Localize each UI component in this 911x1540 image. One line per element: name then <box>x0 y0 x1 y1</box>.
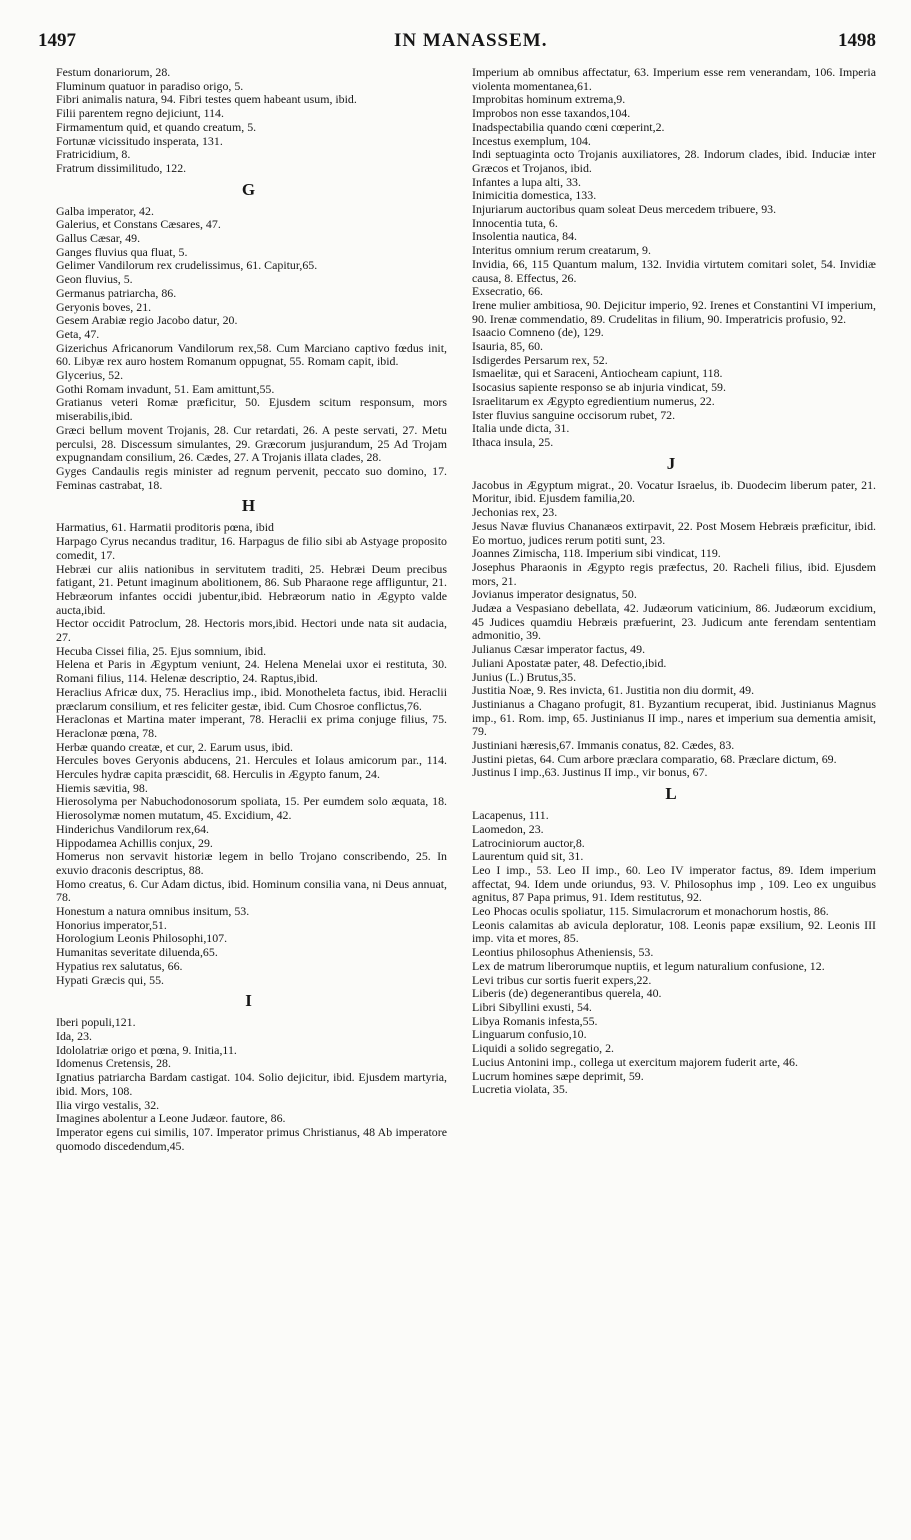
index-entry: Inimicitia domestica, 133. <box>472 188 597 203</box>
index-entry: Gratianus veteri Romæ præficitur, 50. Ejusdem scitum responsum, mors miserabilis,ibid. <box>56 395 447 424</box>
index-entry: Fratricidium, 8. <box>56 147 131 162</box>
index-entry: Julianus Cæsar imperator factus, 49. <box>472 642 646 657</box>
index-entry: Hector occidit Patroclum, 28. Hectoris mors,ibid. Hectori unde nata sit audacia, 27. <box>56 616 447 645</box>
index-entry: Exsecratio, 66. <box>472 284 543 299</box>
index-entry: Firmamentum quid, et quando creatum, 5. <box>56 119 257 134</box>
index-entry: Harmatius, 61. Harmatii proditoris pœna, ibid <box>56 520 274 535</box>
index-entry: Irene mulier ambitiosa, 90. Dejicitur imperio, 92. Irenes et Constantini VI imperium, 90. Irenæ commendatio, 89. Crudelitas in filium, 90. Imperatricis profusio, 92. <box>472 297 876 326</box>
index-entry: Justinus I imp.,63. Justinus II imp., vir bonus, 67. <box>472 765 708 780</box>
index-entry: Græci bellum movent Trojanis, 28. Cur retardati, 26. A peste servati, 27. Metu perculsi, 28. Discessum simulantes, 29. Græcorum jusjurandum, 25 Ad Trojam expugnandam consilium, 26. Cædes, 27. A Trojanis illata clades, 28. <box>56 422 447 465</box>
index-entry: Hypatius rex salutatus, 66. <box>56 958 183 973</box>
index-entry: Hippodamea Achillis conjux, 29. <box>56 835 213 850</box>
left-column <box>50 66 447 1153</box>
index-entry: Innocentia tuta, 6. <box>472 215 558 230</box>
index-entry: Imperium ab omnibus affectatur, 63. Imperium esse rem venerandam, 106. Imperia violenta momentanea,61. <box>472 65 876 93</box>
index-entry: Laomedon, 23. <box>472 821 544 836</box>
index-entry: Ister fluvius sanguine occisorum rubet, 72. <box>472 407 676 422</box>
index-entry: Geryonis boves, 21. <box>56 299 152 314</box>
index-entry: Herbæ quando creatæ, et cur, 2. Earum usus, ibid. <box>56 739 293 754</box>
index-group-l <box>466 809 876 1097</box>
index-entry: Geon fluvius, 5. <box>56 272 133 287</box>
page-header <box>38 30 876 56</box>
index-entry: Hebræi cur aliis nationibus in servitutem traditi, 25. Hebræi Deum precibus fatigant, 21. Petunt imaginum abolitionem, 86. Sub Pharaone rege affliguntur, 21. Hebræorum infantes occidi jubentur,ibid. Hebræorum natio in Ægypto valde aucta,ibid. <box>56 561 447 617</box>
index-entry: Isdigerdes Persarum rex, 52. <box>472 352 608 367</box>
section-heading-l: L <box>665 784 677 804</box>
index-entry: Jechonias rex, 23. <box>472 505 558 520</box>
index-entry: Idomenus Cretensis, 28. <box>56 1056 171 1071</box>
index-entry: Galba imperator, 42. <box>56 203 154 218</box>
index-entry: Fratrum dissimilitudo, 122. <box>56 160 187 175</box>
page-number-left: 1497 <box>38 30 76 51</box>
index-entry: Liberis (de) degenerantibus querela, 40. <box>472 986 662 1001</box>
index-entry: Germanus patriarcha, 86. <box>56 285 177 300</box>
index-entry: Levi tribus cur sortis fuerit expers,22. <box>472 972 652 987</box>
index-entry: Ignatius patriarcha Bardam castigat. 104. Solio dejicitur, ibid. Ejusdem martyria, ibid. Mors, 108. <box>56 1070 447 1098</box>
index-entry: Invidia, 66, 115 Quantum malum, 132. Invidia virtutem comitari solet, 54. Invidiæ causa, 8. Effectus, 26. <box>472 256 876 285</box>
section-heading-g: G <box>241 179 256 199</box>
index-entry: Leontius philosophus Atheniensis, 53. <box>472 945 654 960</box>
index-entry: Glycerius, 52. <box>56 368 124 383</box>
index-group-h <box>50 521 447 987</box>
index-entry: Gothi Romam invadunt, 51. Eam amittunt,55. <box>56 381 275 396</box>
index-entry: Galerius, et Constans Cæsares, 47. <box>56 217 221 232</box>
index-entry: Lucius Antonini imp., collega ut exercitum majorem fuderit arte, 46. <box>472 1054 798 1069</box>
index-entry: Junius (L.) Brutus,35. <box>472 669 577 684</box>
index-entry: Libya Romanis infesta,55. <box>472 1013 598 1028</box>
index-entry: Gyges Candaulis regis minister ad regnum pervenit, peccato suo domino, 17. Feminas castrabat, 18. <box>56 463 447 492</box>
index-entry: Hypati Græcis qui, 55. <box>56 972 164 987</box>
section-heading-h: H <box>241 496 256 516</box>
index-entry: Fibri animalis natura, 94. Fibri testes quem habeant usum, ibid. <box>56 92 357 107</box>
section-heading-j: J <box>666 453 676 473</box>
index-entry: Juliani Apostatæ pater, 48. Defectio,ibid. <box>472 655 667 670</box>
index-entry: Geta, 47. <box>56 326 100 341</box>
index-entry: Latrociniorum auctor,8. <box>472 835 585 850</box>
index-entry: Libri Sibyllini exusti, 54. <box>472 1000 592 1014</box>
index-entry: Fluminum quatuor in paradiso origo, 5. <box>56 78 244 93</box>
index-entry: Injuriarum auctoribus quam soleat Deus mercedem tribuere, 93. <box>472 202 777 217</box>
index-entry: Justitia Noæ, 9. Res invicta, 61. Justitia non diu dormit, 49. <box>472 683 755 698</box>
index-entry: Jesus Navæ fluvius Chananæos extirpavit, 22. Post Mosem Hebræis præficitur, ibid. Eo mortuo, judices rerum potiti sunt, 23. <box>472 518 876 547</box>
right-column <box>466 66 876 1097</box>
section-heading-i: I <box>245 991 252 1011</box>
index-entry: Lacapenus, 111. <box>472 808 549 823</box>
index-entry: Imperator egens cui similis, 107. Imperator primus Christianus, 48 Ab imperatore quomodo discedendum,45. <box>56 1124 447 1153</box>
index-entry: Lucrum homines sæpe deprimit, 59. <box>472 1068 644 1083</box>
index-entry: Hinderichus Vandilorum rex,64. <box>56 821 210 836</box>
index-entry: Gesem Arabiæ regio Jacobo datur, 20. <box>56 313 238 328</box>
index-entry: Improbos non esse taxandos,104. <box>472 106 631 121</box>
index-entry: Josephus Pharaonis in Ægypto regis præfectus, 20. Racheli filius, ibid. Ejusdem mors, 21. <box>472 559 876 588</box>
index-entry: Ithaca insula, 25. <box>472 434 554 449</box>
index-entry: Ilia virgo vestalis, 32. <box>56 1097 160 1112</box>
index-entry: Horologium Leonis Philosophi,107. <box>56 931 228 946</box>
index-entry: Iberi populi,121. <box>56 1015 136 1030</box>
index-entry: Linguarum confusio,10. <box>472 1027 587 1042</box>
index-entry: Helena et Paris in Ægyptum veniunt, 24. Helena Menelai uxor ei restituta, 30. Romani filius, 114. Helenæ descriptio, 24. Raptus,ibid. <box>56 657 447 686</box>
index-entry: Inadspectabilia quando cœni cœperint,2. <box>472 119 665 134</box>
index-entry: Hierosolyma per Nabuchodonosorum spoliata, 15. Per eumdem solo æquata, 18. Hierosolymæ nomen mutatum, 45. Excidium, 42. <box>56 794 447 823</box>
index-entry: Festum donariorum, 28. <box>56 65 171 79</box>
index-entry: Leo I imp., 53. Leo II imp., 60. Leo IV imperator factus, 89. Idem imperium affectat, 94. Idem unde oriundus, 93. V. Philosophus imp , 109. Leo ex unguibus agnitus, 87 Papa primus, 91. Idem restitutus, 92. <box>472 862 876 905</box>
index-entry: Heraclonas et Martina mater imperant, 78. Heraclii ex prima conjuge filius, 75. Heraclonæ pœna, 78. <box>56 712 447 740</box>
index-entry: Homo creatus, 6. Cur Adam dictus, ibid. Hominum consilia vana, ni Deus annuat, 78. <box>56 876 447 905</box>
index-entry: Honorius imperator,51. <box>56 917 167 932</box>
index-entry: Insolentia nautica, 84. <box>472 229 578 244</box>
index-entry: Idololatriæ origo et pœna, 9. Initia,11. <box>56 1042 237 1057</box>
index-entry: Gizerichus Africanorum Vandilorum rex,58. Cum Marciano captivo fœdus init, 60. Libyæ rex auro hostem Romanum oppugnat, 55. Romam capit, ibid. <box>56 340 447 369</box>
index-entry: Interitus omnium rerum creatarum, 9. <box>472 243 651 258</box>
index-entry: Jacobus in Ægyptum migrat., 20. Vocatur Israelus, ib. Duodecim liberum pater, 21. Moritur, ibid. Ejusdem familia,20. <box>472 477 876 506</box>
index-entry: Gelimer Vandilorum rex crudelissimus, 61. Capitur,65. <box>56 258 318 273</box>
index-entry: Homerus non servavit historiæ legem in bello Trojano conscribendo, 25. In exuvio draconis descriptus, 88. <box>56 849 447 877</box>
index-group-i-continued <box>466 66 876 450</box>
index-entry: Fortunæ vicissitudo insperata, 131. <box>56 133 223 148</box>
index-group-f <box>50 66 447 176</box>
index-entry: Justinianus a Chagano profugit, 81. Byzantium recuperat, ibid. Justinianus Magnus imp., 61. Rom. imp, 65. Justinianus II imp., nares et imperium sua dementia amisit, 79. <box>472 696 876 739</box>
index-entry: Judæa a Vespasiano debellata, 42. Judæorum vaticinium, 86. Judæorum excidium, 45 Judices quamdiu Hebræis præfuerint, 23. Judicum ante ferendam sententiam admonitio, 39. <box>472 601 876 643</box>
index-entry: Laurentum quid sit, 31. <box>472 849 584 864</box>
page-number-right: 1498 <box>838 30 876 51</box>
index-entry: Imagines abolentur a Leone Judæor. fautore, 86. <box>56 1111 286 1126</box>
index-group-g <box>50 205 447 493</box>
index-entry: Hecuba Cissei filia, 25. Ejus somnium, ibid. <box>56 643 267 658</box>
running-title: IN MANASSEM. <box>394 30 548 51</box>
index-entry: Honestum a natura omnibus insitum, 53. <box>56 904 250 919</box>
index-entry: Hiemis sævitia, 98. <box>56 780 148 795</box>
index-entry: Liquidi a solido segregatio, 2. <box>472 1041 615 1056</box>
index-group-i <box>50 1016 447 1153</box>
index-entry: Justiniani hæresis,67. Immanis conatus, 82. Cædes, 83. <box>472 738 735 753</box>
index-entry: Filii parentem regno dejiciunt, 114. <box>56 106 224 121</box>
index-entry: Hercules boves Geryonis abducens, 21. Hercules et Iolaus amicorum par., 114. Hercules hydræ capita præscidit, 68. Herculis in Ægypto fanum, 24. <box>56 753 447 782</box>
index-entry: Israelitarum ex Ægypto egredientium numerus, 22. <box>472 393 715 408</box>
index-entry: Italia unde dicta, 31. <box>472 421 570 436</box>
index-entry: Heraclius Africæ dux, 75. Heraclius imp., ibid. Monotheleta factus, ibid. Heraclii præclarum consilium, et res feliciter gestæ, ibid. Cum Chosroe conflictus,76. <box>56 684 447 713</box>
index-entry: Ganges fluvius qua fluat, 5. <box>56 244 188 259</box>
index-entry: Lucretia violata, 35. <box>472 1082 568 1097</box>
index-entry: Leo Phocas oculis spoliatur, 115. Simulacrorum et monachorum hostis, 86. <box>472 904 829 919</box>
index-entry: Ida, 23. <box>56 1029 92 1043</box>
index-entry: Isauria, 85, 60. <box>472 339 543 354</box>
index-entry: Humanitas severitate diluenda,65. <box>56 945 218 960</box>
index-entry: Jovianus imperator designatus, 50. <box>472 587 637 602</box>
index-entry: Infantes a lupa alti, 33. <box>472 174 581 189</box>
index-entry: Joannes Zimischa, 118. Imperium sibi vindicat, 119. <box>472 546 721 561</box>
index-entry: Isocasius sapiente responso se ab injuria vindicat, 59. <box>472 380 726 395</box>
index-entry: Indi septuaginta octo Trojanis auxiliatores, 28. Indorum clades, ibid. Induciæ inter Græcos et Trojanos, ibid. <box>472 147 876 175</box>
index-entry: Justini pietas, 64. Cum arbore præclara comparatio, 68. Præclare dictum, 69. <box>472 751 837 766</box>
index-entry: Ismaelitæ, qui et Saraceni, Antiocheam capiunt, 118. <box>472 366 723 381</box>
index-entry: Leonis calamitas ab avicula deploratur, 108. Leonis papæ exsilium, 92. Leonis III imp. vita et mores, 85. <box>472 917 876 946</box>
index-entry: Improbitas hominum extrema,9. <box>472 92 626 107</box>
index-group-j <box>466 479 876 780</box>
index-entry: Lex de matrum liberorumque nuptiis, et legum naturalium confusione, 12. <box>472 958 825 973</box>
index-entry: Gallus Cæsar, 49. <box>56 231 141 246</box>
index-entry: Isaacio Comneno (de), 129. <box>472 325 604 340</box>
index-entry: Harpago Cyrus necandus traditur, 16. Harpagus de filio sibi ab Astyage proposito comedit, 17. <box>56 534 447 562</box>
index-entry: Incestus exemplum, 104. <box>472 133 591 148</box>
